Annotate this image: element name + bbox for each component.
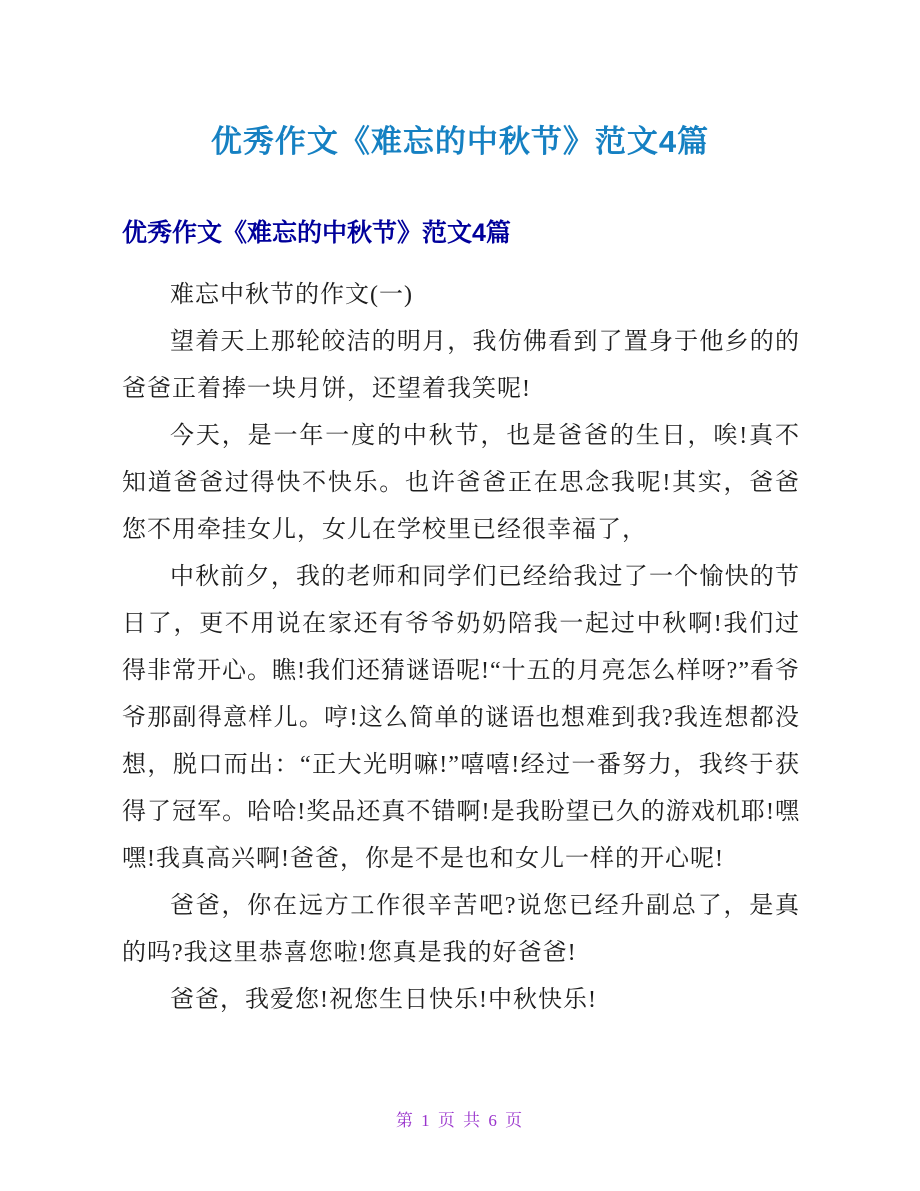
paragraph: 今天，是一年一度的中秋节，也是爸爸的生日，唉!真不知道爸爸过得快不快乐。也许爸爸正在思念我呢!其实，爸爸您不用牵挂女儿，女儿在学校里已经很幸福了， (122, 423, 800, 543)
paragraph: 爸爸，你在远方工作很辛苦吧?说您已经升副总了，是真的吗?我这里恭喜您啦!您真是我的好爸爸! (122, 893, 800, 966)
page-footer (0, 1106, 920, 1131)
document-subtitle: 优秀作文《难忘的中秋节》范文4篇 (122, 219, 511, 247)
paragraph: 中秋前夕，我的老师和同学们已经给我过了一个愉快的节日了，更不用说在家还有爷爷奶奶陪我一起过中秋啊!我们过得非常开心。瞧!我们还猜谜语呢!“十五的月亮怎么样呀?”看爷爷那副得意样儿。哼!这么简单的谜语也想难到我?我连想都没想，脱口而出：“正大光明嘛!”嘻嘻!经过一番努力，我终于获得了冠军。哈哈!奖品还真不错啊!是我盼望已久的游戏机耶!嘿嘿!我真高兴啊!爸爸，你是不是也和女儿一样的开心呢! (122, 564, 800, 872)
document-title: 优秀作文《难忘的中秋节》范文4篇 (210, 124, 710, 159)
paragraph: 望着天上那轮皎洁的明月，我仿佛看到了置身于他乡的的爸爸正着捧一块月饼，还望着我笑呢! (122, 329, 800, 402)
page-number-indicator: 第 1 页 共 6 页 (395, 1111, 525, 1130)
paragraph-essay-heading: 难忘中秋节的作文(一) (170, 282, 413, 308)
document-body (122, 272, 800, 1024)
paragraph: 爸爸，我爱您!祝您生日快乐!中秋快乐! (170, 987, 597, 1013)
